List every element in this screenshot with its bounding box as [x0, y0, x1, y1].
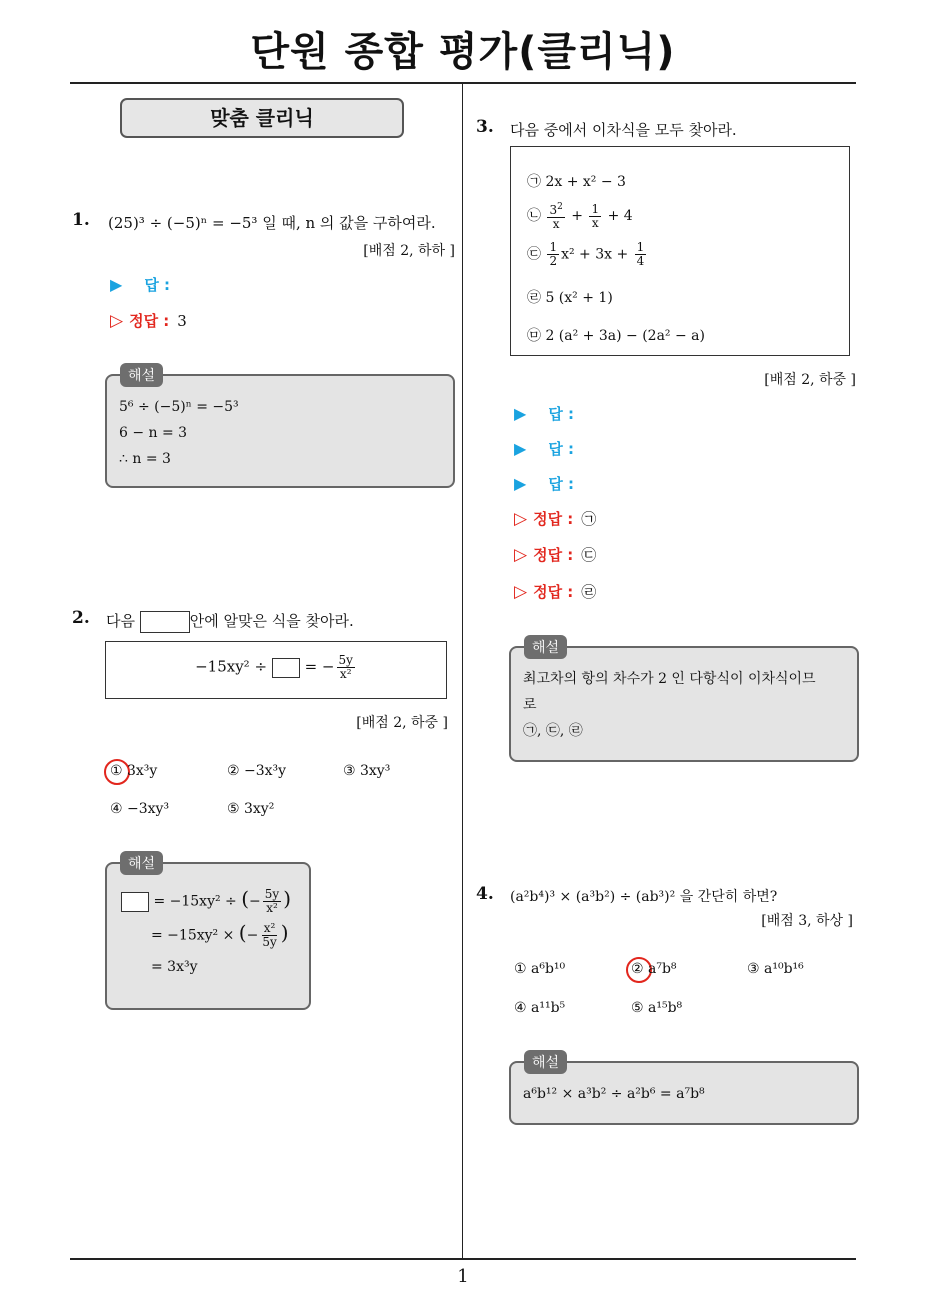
- q4-option-5[interactable]: ⑤ a¹⁵b⁸: [631, 1000, 683, 1016]
- answer-label: 답 :: [548, 475, 575, 493]
- q3-answer-row-1: [514, 403, 574, 424]
- play-arrow-icon: ▶: [514, 439, 527, 458]
- q3-correct-value: ㉣: [581, 583, 597, 601]
- outline-arrow-icon: ▷: [514, 582, 528, 602]
- paren-right: ): [283, 886, 292, 911]
- q2-option-4[interactable]: ④ −3xy³: [110, 801, 170, 817]
- q3-item-b-frac2: [589, 203, 601, 230]
- section-label: 맞춤 클리닉: [120, 98, 404, 138]
- q3-item-a: ㉠ 2x + x² − 3: [527, 174, 626, 190]
- q1-number: 1.: [72, 210, 90, 230]
- q3-solution-box: [509, 646, 859, 762]
- q4-solution-tag: 해설: [524, 1050, 567, 1074]
- q2-eq-blank: [272, 658, 300, 678]
- q3-item-b-tail: + 4: [607, 208, 633, 224]
- q3-correct-row-2: [514, 544, 596, 565]
- q2-equation-box: [105, 641, 447, 699]
- correct-label: 정답 :: [533, 546, 574, 564]
- q1-solution-line: 5⁶ ÷ (−5)ⁿ = −5³: [119, 399, 239, 415]
- q3-answer-row-2: [514, 438, 574, 459]
- paren-left: (: [241, 886, 250, 911]
- q3-item-b: [527, 201, 633, 231]
- page-title: 단원 종합 평가(클리닉): [250, 29, 676, 75]
- q3-item-d: ㉣ 5 (x² + 1): [527, 290, 613, 306]
- q4-option-1[interactable]: ① a⁶b¹⁰: [514, 961, 566, 977]
- q4-number: 4.: [476, 884, 494, 904]
- play-arrow-icon: ▶: [514, 404, 527, 423]
- frac-denominator: x²: [266, 901, 278, 915]
- q3-solution-line: 최고차의 항의 차수가 2 인 다항식이 이차식이므: [523, 671, 816, 687]
- q3-item-c: [527, 241, 648, 268]
- correct-label: 정답 :: [533, 583, 574, 601]
- q2-solution-line1: = −15xy² ÷: [153, 893, 237, 910]
- q1-meta: [배점 2, 하하 ]: [363, 243, 455, 259]
- q3-solution-tag: 해설: [524, 635, 567, 659]
- q2-number: 2.: [72, 608, 90, 628]
- q3-items-box: [510, 146, 850, 356]
- q1-solution-tag: 해설: [120, 363, 163, 387]
- q1-solution-line: ∴ n = 3: [119, 451, 171, 467]
- q2-solution-blank: [121, 892, 149, 912]
- minus-sign: −: [249, 893, 261, 910]
- q2-solution-frac2: [260, 922, 278, 949]
- q3-text: 다음 중에서 이차식을 모두 찾아라.: [510, 121, 737, 139]
- q2-solution-line2: = −15xy² ×: [151, 927, 235, 944]
- plus-sign: +: [571, 208, 584, 224]
- q4-option-4[interactable]: ④ a¹¹b⁵: [514, 1000, 566, 1016]
- frac-denominator: x: [591, 215, 599, 230]
- frac-denominator: 2: [549, 254, 558, 268]
- q2-eq-mid: = −: [304, 657, 335, 676]
- frac-numerator: x²: [263, 921, 276, 935]
- frac-denominator: 4: [636, 254, 645, 268]
- q3-item-b-label: ㉡: [527, 208, 541, 224]
- correct-label: 정답 :: [533, 510, 574, 528]
- q2-eq-left: −15xy² ÷: [195, 657, 268, 676]
- q2-option-2[interactable]: ② −3x³y: [227, 763, 287, 779]
- footer-rule: [70, 1258, 856, 1260]
- q1-correct-row: [110, 310, 187, 331]
- q3-correct-row-3: [514, 581, 596, 602]
- answer-label: 답 :: [548, 405, 575, 423]
- frac-denominator: x²: [339, 667, 352, 681]
- q3-item-c-frac2: [635, 241, 647, 268]
- q3-item-c-frac1: [547, 241, 559, 268]
- q2-text-before: 다음: [106, 612, 135, 630]
- q4-meta: [배점 3, 하상 ]: [761, 913, 853, 929]
- play-arrow-icon: ▶: [514, 474, 527, 493]
- q2-blank-box: [140, 611, 190, 633]
- frac-exponent: 2: [557, 202, 563, 212]
- q4-option-2[interactable]: ② a⁷b⁸: [631, 961, 677, 977]
- frac-numerator: 1: [549, 240, 558, 254]
- play-arrow-icon: ▶: [110, 275, 123, 294]
- q2-option-3[interactable]: ③ 3xy³: [343, 763, 391, 779]
- q2-eq-fraction: [337, 654, 355, 681]
- answer-label: 답 :: [548, 440, 575, 458]
- q3-solution-line: ㉠, ㉢, ㉣: [523, 723, 583, 739]
- minus-sign: −: [246, 927, 259, 944]
- frac-numerator: 1: [636, 240, 645, 254]
- q3-number: 3.: [476, 117, 494, 137]
- answer-label: 답 :: [144, 276, 171, 294]
- frac-numerator: 5y: [264, 887, 280, 901]
- q3-correct-value: ㉠: [581, 510, 597, 528]
- q2-solution-box: [105, 862, 311, 1010]
- q1-solution-line: 6 − n = 3: [119, 425, 188, 441]
- q2-solution-tag: 해설: [120, 851, 163, 875]
- header-rule: [70, 82, 856, 84]
- q2-meta: [배점 2, 하중 ]: [356, 715, 448, 731]
- q2-solution-line3: = 3x³y: [151, 959, 198, 975]
- q2-solution-frac1: [263, 888, 281, 915]
- column-divider: [462, 84, 463, 1258]
- q4-option-3[interactable]: ③ a¹⁰b¹⁶: [747, 961, 804, 977]
- q2-text-after: 안에 알맞은 식을 찾아라.: [189, 612, 354, 630]
- q3-correct-value: ㉢: [581, 546, 597, 564]
- q1-solution-box: [105, 374, 455, 488]
- q3-item-e: ㉤ 2 (a² + 3a) − (2a² − a): [527, 328, 705, 344]
- frac-numerator: 1: [591, 201, 600, 216]
- q3-item-b-frac1: [547, 201, 564, 231]
- frac-denominator: x: [552, 217, 560, 231]
- q4-text: (a²b⁴)³ × (a³b²) ÷ (ab³)² 을 간단히 하면?: [510, 889, 778, 905]
- correct-label: 정답 :: [129, 312, 170, 330]
- outline-arrow-icon: ▷: [110, 311, 124, 331]
- q3-solution-line: 로: [523, 697, 537, 713]
- q3-item-c-mid: x² + 3x +: [561, 246, 629, 263]
- q3-item-c-label: ㉢: [527, 246, 541, 263]
- q1-correct-value: 3: [177, 312, 187, 330]
- q4-solution-line: a⁶b¹² × a³b² ÷ a²b⁶ = a⁷b⁸: [523, 1086, 705, 1102]
- q1-answer-row: [110, 274, 170, 295]
- q2-text: [106, 610, 354, 633]
- q1-text: (25)³ ÷ (−5)ⁿ = −5³ 일 때, n 의 값을 구하여라.: [108, 214, 436, 232]
- outline-arrow-icon: ▷: [514, 545, 528, 565]
- frac-numerator: 5y: [338, 653, 353, 667]
- paren-left: (: [238, 920, 247, 945]
- q3-meta: [배점 2, 하중 ]: [764, 372, 856, 388]
- q3-correct-row-1: [514, 508, 596, 529]
- page-number: 1: [457, 1266, 469, 1287]
- q2-option-5[interactable]: ⑤ 3xy²: [227, 801, 275, 817]
- paren-right: ): [280, 920, 289, 945]
- frac-denominator: 5y: [262, 935, 277, 949]
- frac-numerator: [547, 201, 564, 218]
- frac-num-value: 3: [549, 203, 558, 217]
- outline-arrow-icon: ▷: [514, 509, 528, 529]
- q3-answer-row-3: [514, 473, 574, 494]
- q2-option-1[interactable]: ① 3x³y: [110, 763, 158, 779]
